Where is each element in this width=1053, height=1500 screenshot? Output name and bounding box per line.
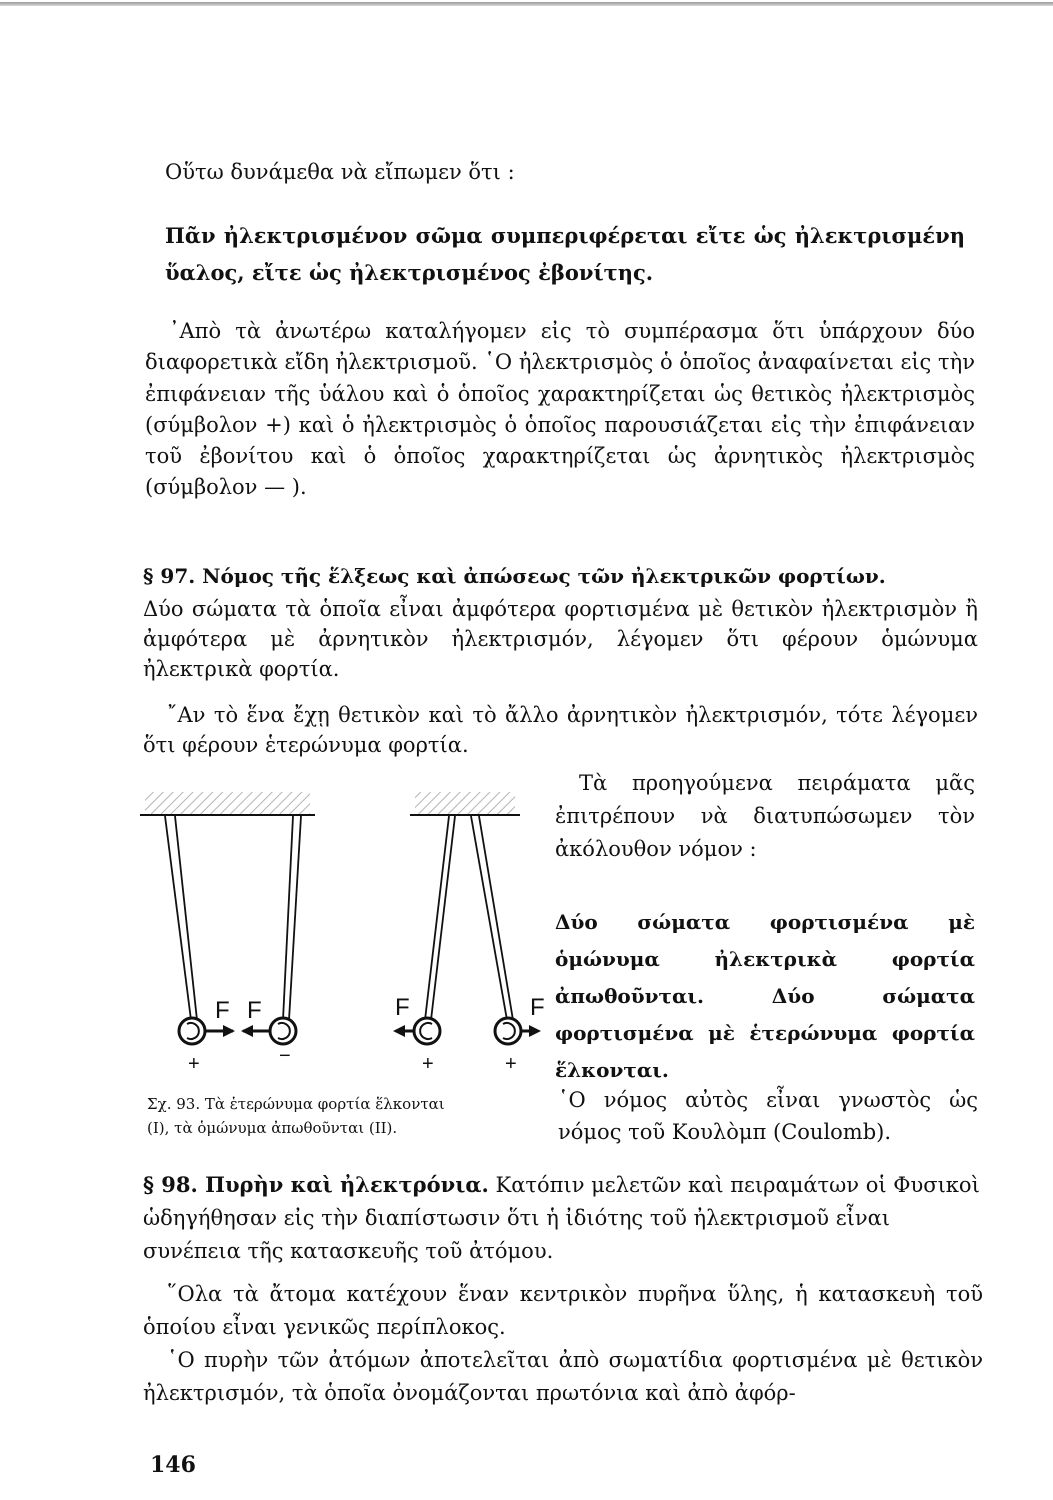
- paragraph-two-types: ᾽Απὸ τὰ ἀνωτέρω καταλήγομεν εἰς τὸ συμπέρασμα ὅτι ὑπάρχουν δύο διαφορετικὰ εἴδη ἠλεκτρισμοῦ. ῾Ο ἠλεκτρισμὸς ὁ ὁποῖος ἀναφαίνεται εἰς τὴν ἐπιφάνειαν τῆς ὑάλου καὶ ὁ ὁποῖος χαρακτηρίζεται ὡς θετικὸς ἠλεκτρισμὸς (σύμβολον +) καὶ ὁ ἠλεκτρισμὸς ὁ ὁποῖος παρουσιάζεται εἰς τὴν ἐπιφάνειαν τοῦ ἐβονίτου καὶ ὁ ὁποῖος χαρακτηρίζεται ὡς ἀρνητικὸς ἠλεκτρισμὸς (σύμβολον — ).: [145, 319, 975, 500]
- ball-left-positive: [179, 1018, 205, 1044]
- intro-line: Οὕτω δυνάμεθα νὰ εἴπωμεν ὅτι :: [165, 160, 515, 184]
- bold-statement: Πᾶν ἠλεκτρισμένον σῶμα συμπεριφέρεται εἴτε ὡς ἠλεκτρισμένη ὕαλος, εἴτε ὡς ἠλεκτρισμένος ἐβονίτης.: [165, 223, 965, 285]
- section-97-text-2: ῎Αν τὸ ἕνα ἔχῃ θετικὸν καὶ τὸ ἄλλο ἀρνητικὸν ἠλεκτρισμόν, τότε λέγομεν ὅτι φέρουν ἑτερώνυμα φορτία.: [143, 703, 978, 757]
- ball-right-positive-1: [414, 1018, 440, 1044]
- pendulum-figure: [135, 780, 545, 1085]
- charge-sign: −: [279, 1045, 291, 1067]
- coulomb-law-statement: Δύο σώματα φορτισμένα μὲ ὁμώνυμα ἠλεκτρικὰ φορτία ἀπωθοῦνται. Δύο σώματα φορτισμένα μὲ ἑτερώνυμα φορτία ἕλκονται.: [555, 910, 975, 1082]
- figure-caption-line-2: (I), τὰ ὁμώνυμα ἀπωθοῦνται (II).: [147, 1119, 398, 1137]
- force-arrow-left-1: [206, 997, 235, 1037]
- charge-sign: +: [422, 1053, 434, 1075]
- support-left: [140, 792, 315, 815]
- pendulum-thread-left-2: [283, 816, 301, 1020]
- section-98-text-2: ῞Ολα τὰ ἄτομα κατέχουν ἕναν κεντρικὸν πυρῆνα ὕλης, ἡ κατασκευὴ τοῦ ὁποίου εἶναι γενικῶς περίπλοκος.: [143, 1282, 983, 1339]
- pendulum-thread-left-1: [165, 816, 197, 1020]
- section-97-right-text: Τὰ προηγούμενα πειράματα μᾶς ἐπιτρέπουν νὰ διατυπώσωμεν τὸν ἀκόλουθον νόμον :: [555, 771, 975, 861]
- ball-right-positive-2: [495, 1018, 521, 1044]
- section-98-text-1: Κατόπιν μελετῶν καὶ πειραμάτων οἱ Φυσικοὶ ὡδηγήθησαν εἰς τὴν διαπίστωσιν ὅτι ἡ ἰδιότης τοῦ ἠλεκτρισμοῦ εἶναι συνέπεια τῆς κατασκευῆς τοῦ ἀτόμου.: [143, 1173, 980, 1263]
- force-arrow-left-2: [241, 997, 269, 1037]
- charge-sign: +: [505, 1053, 517, 1075]
- pendulum-thread-right-2: [471, 816, 513, 1020]
- figure-caption-line-1: Σχ. 93. Τὰ ἑτερώνυμα φορτία ἕλκονται: [147, 1095, 445, 1113]
- charge-sign: +: [188, 1053, 200, 1075]
- section-98-text-3: ῾Ο πυρὴν τῶν ἀτόμων ἀποτελεῖται ἀπὸ σωματίδια φορτισμένα μὲ θετικὸν ἠλεκτρισμόν, τὰ ὁποῖα ὀνομάζονται πρωτόνια καὶ ἀπὸ ἀφόρ-: [143, 1348, 983, 1405]
- scan-edge: [0, 2, 1053, 6]
- figure-caption: [147, 1092, 557, 1140]
- force-arrow-right-2: [522, 994, 545, 1037]
- section-97-text-1: Δύο σώματα τὰ ὁποῖα εἶναι ἀμφότερα φορτισμένα μὲ θετικὸν ἠλεκτρισμὸν ἢ ἀμφότερα μὲ ἀρνητικὸν ἠλεκτρισμόν, λέγομεν ὅτι φέρουν ὁμώνυμα ἠλεκτρικὰ φορτία.: [143, 597, 978, 681]
- ball-left-negative: [270, 1018, 296, 1044]
- force-label: F: [530, 994, 545, 1021]
- section-98-heading: § 98. Πυρὴν καὶ ἠλεκτρόνια.: [143, 1172, 489, 1197]
- section-98-paragraph: [143, 1168, 983, 1268]
- force-label: F: [395, 994, 410, 1021]
- section-97-heading: § 97. Νόμος τῆς ἕλξεως καὶ ἀπώσεως τῶν ἠλεκτρικῶν φορτίων.: [143, 564, 886, 588]
- force-label: F: [247, 997, 262, 1024]
- force-arrow-right-1: [393, 994, 413, 1037]
- pendulum-thread-right-1: [425, 816, 455, 1020]
- coulomb-law-name: ῾Ο νόμος αὐτὸς εἶναι γνωστὸς ὡς νόμος τοῦ Κουλὸμπ (Coulomb).: [558, 1088, 978, 1144]
- force-label: F: [215, 997, 230, 1024]
- support-right: [410, 792, 520, 815]
- page-number: 146: [150, 1452, 196, 1478]
